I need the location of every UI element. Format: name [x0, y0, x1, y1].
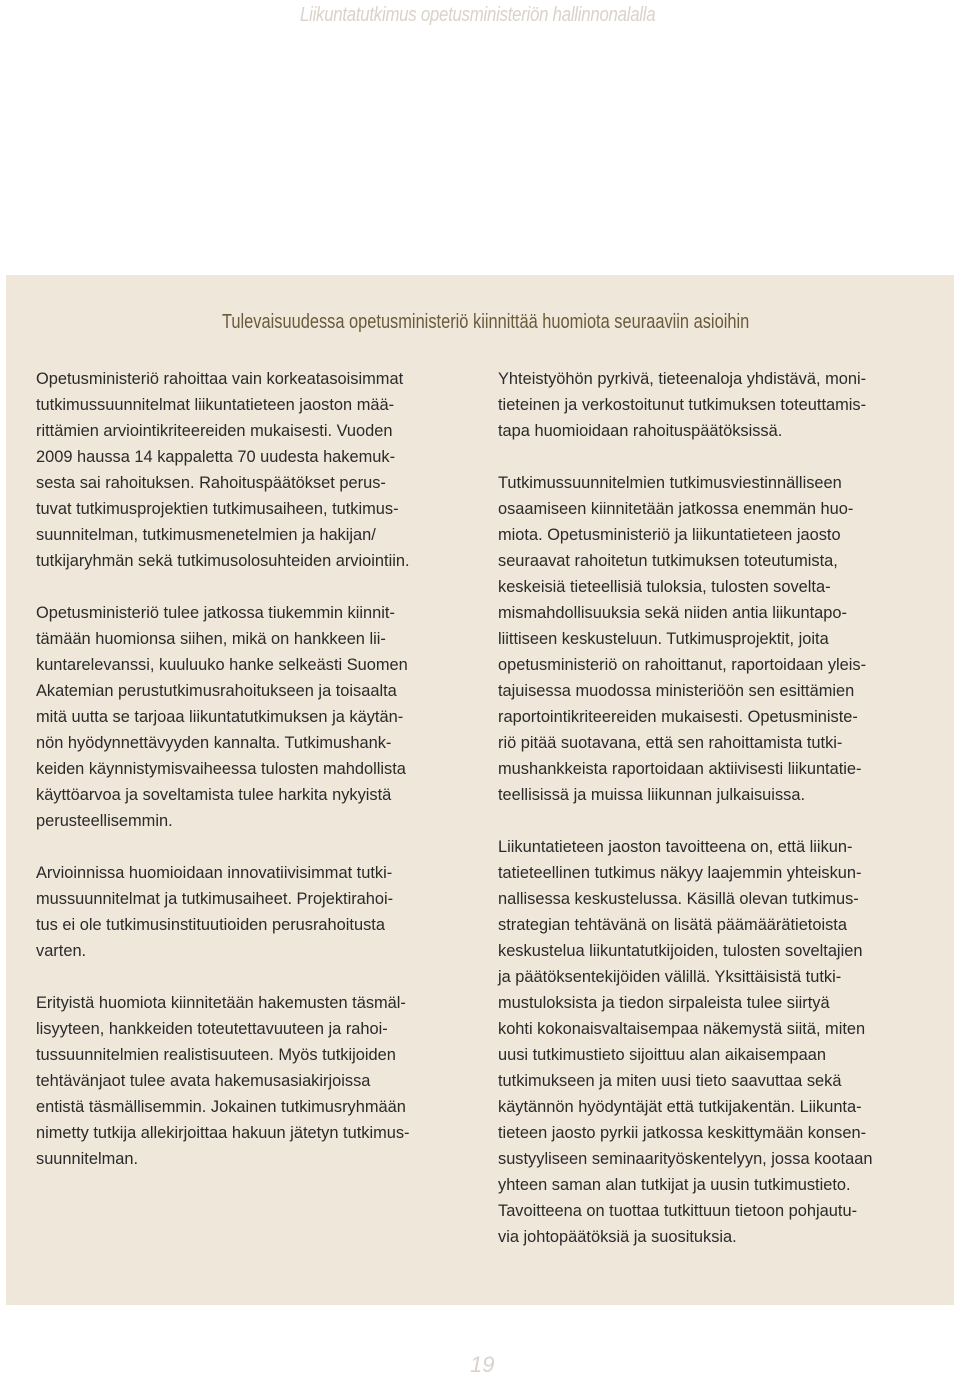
- paragraph: [498, 366, 928, 444]
- text-line: Opetusministeriö tulee jatkossa tiukemmin kiinnit-: [36, 604, 395, 622]
- text-line: tieteinen ja verkostoitunut tutkimuksen toteuttamis-: [498, 396, 867, 414]
- text-line: yhteen saman alan tutkijat ja uusin tutkimustieto.: [498, 1176, 851, 1194]
- text-line: Tutkimussuunnitelmien tutkimusviestinnälliseen: [498, 474, 842, 492]
- text-line: tehtävänjaot tulee avata hakemusasiakirjoissa: [36, 1072, 371, 1090]
- text-line: raportointikriteereiden mukaisesti. Opetusministe-: [498, 708, 858, 726]
- text-line: teellisissä ja muissa liikunnan julkaisuissa.: [498, 786, 806, 804]
- text-line: miota. Opetusministeriö ja liikuntatieteen jaosto: [498, 526, 841, 544]
- text-line: uusi tutkimustieto sijoittuu alan aikaisempaan: [498, 1046, 826, 1064]
- text-line: käytännön hyödyntäjät että tutkijakentän. Liikunta-: [498, 1098, 862, 1116]
- text-line: riö pitää suotavana, että sen rahoittamista tutki-: [498, 734, 843, 752]
- paragraph: [36, 366, 466, 574]
- text-line: nimetty tutkija allekirjoittaa hakuun jätetyn tutkimus-: [36, 1124, 410, 1142]
- text-line: tussuunnitelmien realistisuuteen. Myös tutkijoiden: [36, 1046, 396, 1064]
- text-line: sesta sai rahoituksen. Rahoituspäätökset perus-: [36, 474, 386, 492]
- text-line: via johtopäätöksiä ja suosituksia.: [498, 1228, 737, 1246]
- text-line: mitä uutta se tarjoaa liikuntatutkimuksen ja käytän-: [36, 708, 404, 726]
- text-line: liittiseen keskusteluun. Tutkimusprojektit, joita: [498, 630, 829, 648]
- text-line: Arvioinnissa huomioidaan innovatiivisimmat tutki-: [36, 864, 393, 882]
- text-line: Opetusministeriö rahoittaa vain korkeatasoisimmat: [36, 370, 404, 388]
- paragraph: [36, 990, 466, 1172]
- text-line: tutkijaryhmän sekä tutkimusolosuhteiden arviointiin.: [36, 552, 410, 570]
- text-line: tutkimukseen ja miten uusi tieto saavuttaa sekä: [498, 1072, 842, 1090]
- text-line: mussuunnitelmat ja tutkimusaiheet. Projektirahoi-: [36, 890, 394, 908]
- text-line: rittämien arviointikriteereiden mukaisesti. Vuoden: [36, 422, 393, 440]
- text-line: perusteellisemmin.: [36, 812, 173, 830]
- text-line: tieteen jaosto pyrkii jatkossa keskittymään konsen-: [498, 1124, 867, 1142]
- left-column: [36, 366, 466, 1198]
- text-line: nön hyödynnettävyyden kannalta. Tutkimushank-: [36, 734, 392, 752]
- text-line: strategian tehtävänä on lisätä päämäärätietoista: [498, 916, 847, 934]
- text-line: tapa huomioidaan rahoituspäätöksissä.: [498, 422, 783, 440]
- text-line: tajuisessa muodossa ministeriöön sen esittämien: [498, 682, 855, 700]
- text-line: keiden käynnistymisvaiheessa tulosten mahdollista: [36, 760, 406, 778]
- text-line: opetusministeriö on rahoittanut, raportoidaan yleis-: [498, 656, 867, 674]
- paragraph: [498, 834, 928, 1250]
- text-line: Liikuntatieteen jaoston tavoitteena on, että liikun-: [498, 838, 853, 856]
- text-line: nallisessa keskustelussa. Käsillä olevan tutkimus-: [498, 890, 859, 908]
- text-line: tuvat tutkimusprojektien tutkimusaiheen, tutkimus-: [36, 500, 399, 518]
- text-line: tus ei ole tutkimusinstituutioiden perusrahoitusta: [36, 916, 385, 934]
- text-line: suunnitelman.: [36, 1150, 139, 1168]
- text-line: tämään huomionsa siihen, mikä on hankkeen lii-: [36, 630, 386, 648]
- text-line: tutkimussuunnitelmat liikuntatieteen jaoston mää-: [36, 396, 395, 414]
- text-line: seuraavat rahoitetun tutkimuksen toteutumista,: [498, 552, 838, 570]
- text-line: sustyyliseen seminaarityöskentelyyn, jossa kootaan: [498, 1150, 873, 1168]
- text-line: mustuloksista ja tiedon sirpaleista tulee siirtyä: [498, 994, 830, 1012]
- text-line: Akatemian perustutkimusrahoitukseen ja toisaalta: [36, 682, 397, 700]
- text-line: lisyyteen, hankkeiden toteutettavuuteen ja rahoi-: [36, 1020, 388, 1038]
- text-line: käyttöarvoa ja soveltamista tulee harkita nykyistä: [36, 786, 392, 804]
- text-line: Yhteistyöhön pyrkivä, tieteenaloja yhdistävä, moni-: [498, 370, 867, 388]
- page-number: 19: [470, 1352, 495, 1377]
- text-line: keskeisiä tieteellisiä tuloksia, tulosten sovelta-: [498, 578, 831, 596]
- text-line: keskustelua liikuntatutkijoiden, tulosten soveltajien: [498, 942, 863, 960]
- box-heading: Tulevaisuudessa opetusministeriö kiinnittää huomiota seuraaviin asioihin: [222, 311, 750, 333]
- text-line: ja päätöksentekijöiden välillä. Yksittäisistä tutki-: [498, 968, 842, 986]
- text-line: osaamiseen kiinnitetään jatkossa enemmän huo-: [498, 500, 854, 518]
- text-line: 2009 haussa 14 kappaletta 70 uudesta hakemuk-: [36, 448, 396, 466]
- text-line: suunnitelman, tutkimusmenetelmien ja hakijan/: [36, 526, 376, 544]
- text-line: mismahdollisuuksia sekä niiden antia liikuntapo-: [498, 604, 847, 622]
- text-line: kuntarelevanssi, kuuluuko hanke selkeästi Suomen: [36, 656, 408, 674]
- text-line: Tavoitteena on tuottaa tutkittuun tietoon pohjautu-: [498, 1202, 858, 1220]
- text-line: Erityistä huomiota kiinnitetään hakemusten täsmäl-: [36, 994, 406, 1012]
- text-line: varten.: [36, 942, 87, 960]
- text-line: entistä täsmällisemmin. Jokainen tutkimusryhmään: [36, 1098, 406, 1116]
- text-line: mushankkeista raportoidaan aktiivisesti liikuntatie-: [498, 760, 862, 778]
- right-column: [498, 366, 928, 1276]
- text-line: kohti kokonaisvaltaisempaa näkemystä siitä, miten: [498, 1020, 866, 1038]
- paragraph: [498, 470, 928, 808]
- paragraph: [36, 600, 466, 834]
- running-header: Liikuntatutkimus opetusministeriön hallinnonalalla: [300, 4, 656, 26]
- paragraph: [36, 860, 466, 964]
- text-line: tatieteellinen tutkimus näkyy laajemmin yhteiskun-: [498, 864, 862, 882]
